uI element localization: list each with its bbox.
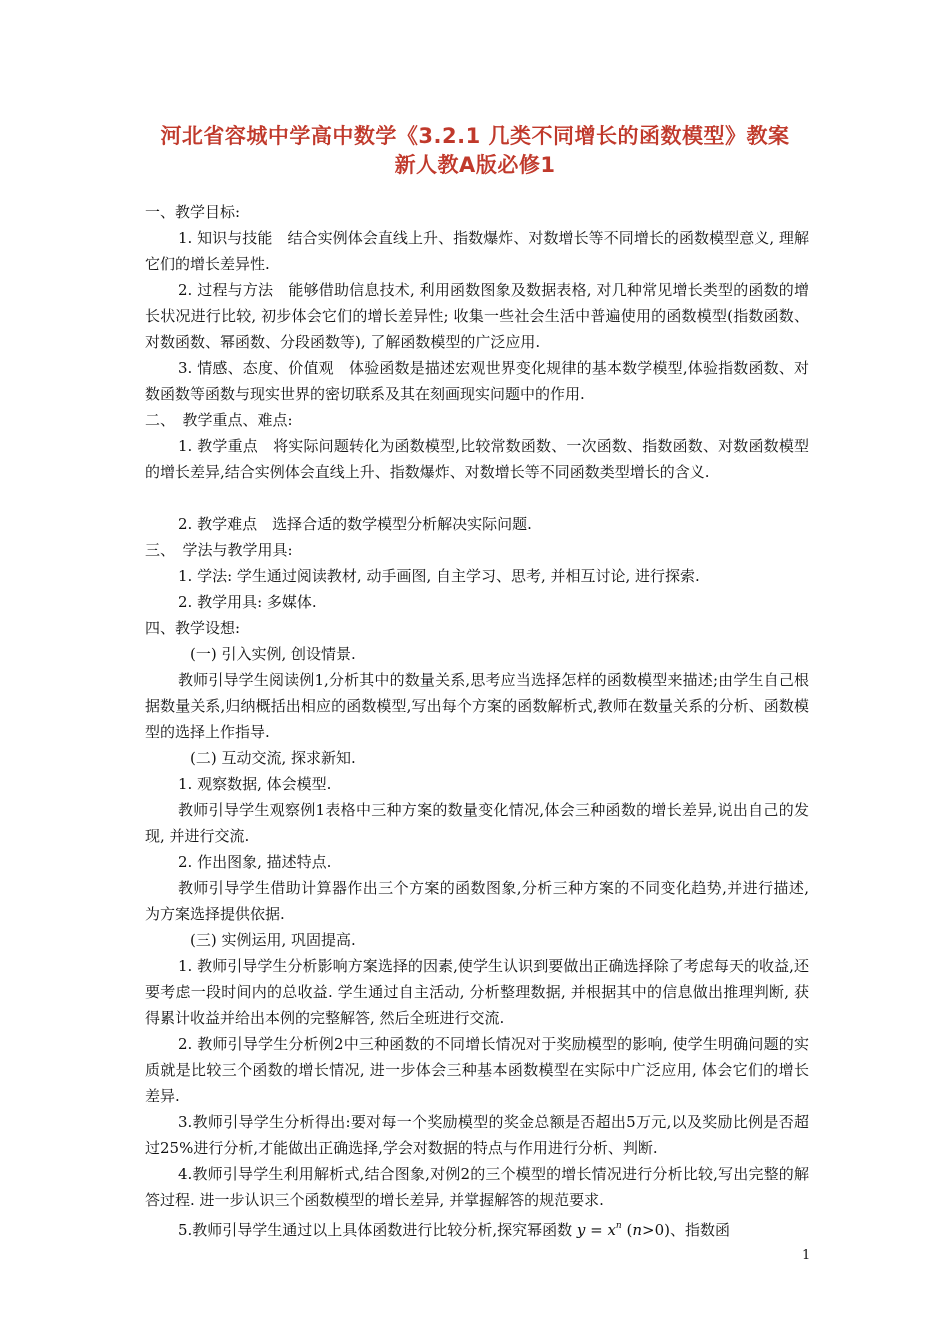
subheading-example-application: (三) 实例运用, 巩固提高. [190,931,356,949]
subheading-introduce-examples: (一) 引入实例, 创设情景. [190,645,356,663]
section-heading-4: 四、教学设想: [145,619,241,637]
paragraph-example-1: 教师引导学生阅读例1,分析其中的数量关系,思考应当选择怎样的函数模型来描述;由学生自己根据数量关系,归纳概括出相应的函数模型,写出每个方案的函数解析式,教师在数量关系的分析、函数模型的选择上作指导. [145,671,809,741]
item-observe-data: 1. 观察数据, 体会模型. [178,775,332,793]
subheading-interactive-exchange: (二) 互动交流, 探求新知. [190,749,356,767]
document-title-line-1: 河北省容城中学高中数学《3.2.1 几类不同增长的函数模型》教案 [160,124,790,148]
paragraph-study-method: 1. 学法: 学生通过阅读教材, 动手画图, 自主学习、思考, 并相互讨论, 进行探索. [178,567,700,585]
paragraph-application-1: 1. 教师引导学生分析影响方案选择的因素,使学生认识到要做出正确选择除了考虑每天的收益,还要考虑一段时间内的总收益. 学生通过自主活动, 分析整理数据, 并根据其中的信息做出推理判断, 获得累计收益并给出本例的完整解答, 然后全班进行交流. [145,957,809,1027]
paragraph-draw-graphs: 教师引导学生借助计算器作出三个方案的函数图象,分析三种方案的不同变化趋势,并进行描述, 为方案选择提供依据. [145,879,809,923]
paragraph-application-5-text: 5.教师引导学生通过以上具体函数进行比较分析,探究幂函数 [178,1221,573,1239]
paragraph-application-4: 4.教师引导学生利用解析式,结合图象,对例2的三个模型的增长情况进行分析比较,写出完整的解答过程. 进一步认识三个函数模型的增长差异, 并掌握解答的规范要求. [145,1165,809,1209]
paragraph-application-5-tail: >0)、指数函 [642,1221,730,1239]
paragraph-teaching-difficulty: 2. 教学难点 选择合适的数学模型分析解决实际问题. [178,515,532,533]
paren-open: ( [626,1221,633,1239]
paragraph-application-5 [178,1213,730,1243]
section-heading-3: 三、 学法与教学用具: [145,541,293,559]
section-heading-2: 二、 教学重点、难点: [145,411,293,429]
section-heading-1: 一、教学目标: [145,203,241,221]
formula-exponent: n [615,1221,622,1231]
paragraph-teaching-focus: 1. 教学重点 将实际问题转化为函数模型,比较常数函数、一次函数、指数函数、对数函数模型的增长差异,结合实例体会直线上升、指数爆炸、对数增长等不同函数类型增长的含义. [145,437,809,481]
paragraph-process-method: 2. 过程与方法 能够借助信息技术, 利用函数图象及数据表格, 对几种常见增长类型的函数的增长状况进行比较, 初步体会它们的增长差异性; 收集一些社会生活中普遍使用的函数模型(指数函数、对数函数、幂函数、分段函数等), 了解函数模型的广泛应用. [145,281,809,351]
paragraph-knowledge-skills: 1. 知识与技能 结合实例体会直线上升、指数爆炸、对数增长等不同增长的函数模型意义, 理解它们的增长差异性. [145,229,809,273]
power-function-formula [577,1221,622,1239]
variable-n: n [632,1221,643,1239]
formula-base: y = x [576,1221,616,1239]
paragraph-emotion-attitude: 3. 情感、态度、价值观 体验函数是描述宏观世界变化规律的基本数学模型,体验指数函数、对数函数等函数与现实世界的密切联系及其在刻画现实问题中的作用. [145,359,809,403]
document-title-line-2: 新人教A版必修1 [394,153,556,177]
page-number: 1 [802,1248,811,1263]
paragraph-teaching-tools: 2. 教学用具: 多媒体. [178,593,317,611]
item-draw-graphs: 2. 作出图象, 描述特点. [178,853,332,871]
paragraph-application-2: 2. 教师引导学生分析例2中三种函数的不同增长情况对于奖励模型的影响, 使学生明确问题的实质就是比较三个函数的增长情况, 进一步体会三种基本函数模型在实际中广泛应用, 体会它们的增长差异. [145,1035,809,1105]
paragraph-observe-table: 教师引导学生观察例1表格中三种方案的数量变化情况,体会三种函数的增长差异,说出自己的发现, 并进行交流. [145,801,809,845]
paragraph-application-3: 3.教师引导学生分析得出:要对每一个奖励模型的奖金总额是否超出5万元,以及奖励比例是否超过25%进行分析,才能做出正确选择,学会对数据的特点与作用进行分析、判断. [145,1113,809,1157]
